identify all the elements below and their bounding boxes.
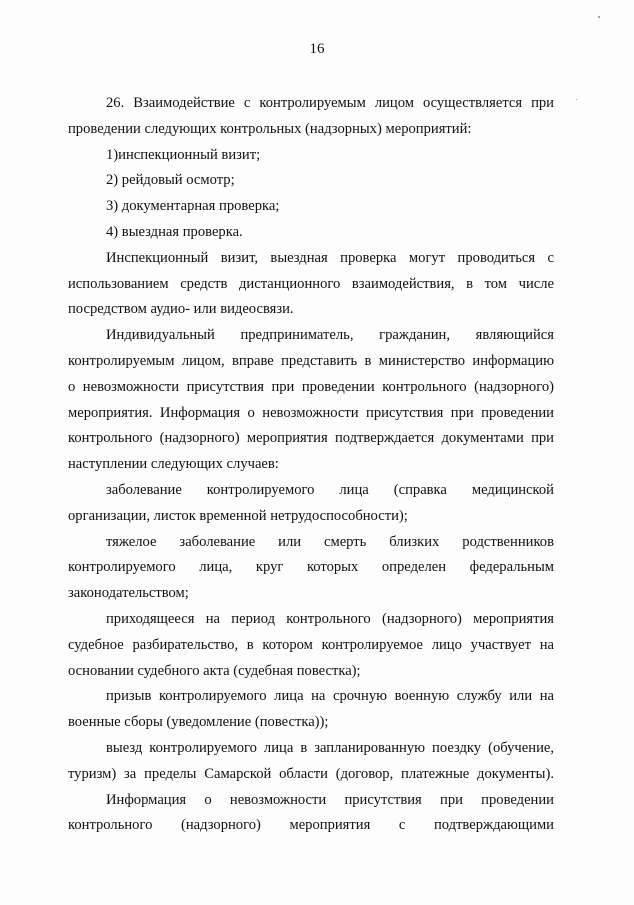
text-line: посредством аудио- или видеосвязи. [68, 301, 294, 318]
text-line: контролируемым лицом, вправе представить в министерство информацию [68, 352, 554, 369]
text-line: 26. Взаимодействие с контролируемым лицом осуществляется при [106, 95, 554, 111]
text-line: Информация о невозможности присутствия при проведении [106, 791, 554, 808]
text-line: контролируемого лица, круг которых определен федеральным [68, 559, 554, 576]
scan-speck [598, 16, 600, 18]
text-line: основании судебного акта (судебная повестка); [68, 662, 361, 679]
text-line: судебное разбирательство, в котором контролируемое лицо участвует на [68, 636, 554, 653]
text-line: 2) рейдовый осмотр; [106, 172, 235, 189]
scan-speck [576, 99, 577, 100]
text-line: о невозможности присутствия при проведении контрольного (надзорного) [68, 378, 554, 395]
text-line: 3) документарная проверка; [106, 198, 280, 215]
text-line: военные сборы (уведомление (повестка)); [68, 714, 329, 731]
text-line: Инспекционный визит, выездная проверка могут проводиться с [106, 249, 554, 266]
text-line: наступлении следующих случаев: [68, 456, 279, 473]
text-line: Индивидуальный предприниматель, гражданин, являющийся [106, 327, 554, 344]
text-line: тяжелое заболевание или смерть близких родственников [106, 533, 554, 550]
text-line: 1)инспекционный визит; [106, 146, 261, 163]
text-line: проведении следующих контрольных (надзорных) мероприятий: [68, 120, 472, 137]
text-line: выезд контролируемого лица в запланированную поездку (обучение, [106, 739, 554, 756]
text-line: контрольного (надзорного) мероприятия подтверждается документами при [68, 430, 554, 447]
text-line: организации, листок временной нетрудоспособности); [68, 507, 408, 524]
text-line: туризм) за пределы Самарской области (договор, платежные документы). [68, 765, 554, 782]
page-number: 16 [309, 41, 325, 57]
text-line: заболевание контролируемого лица (справка медицинской [106, 481, 554, 498]
document-body [68, 91, 554, 839]
text-line: приходящееся на период контрольного (надзорного) мероприятия [106, 610, 554, 627]
text-line: законодательством; [68, 585, 189, 602]
text-line: мероприятия. Информация о невозможности присутствия при проведении [68, 404, 554, 421]
text-line: использованием средств дистанционного взаимодействия, в том числе [68, 275, 554, 292]
text-line: призыв контролируемого лица на срочную военную службу или на [106, 688, 554, 705]
text-line: 4) выездная проверка. [106, 223, 243, 240]
text-line: контрольного (надзорного) мероприятия с подтверждающими [68, 817, 554, 834]
